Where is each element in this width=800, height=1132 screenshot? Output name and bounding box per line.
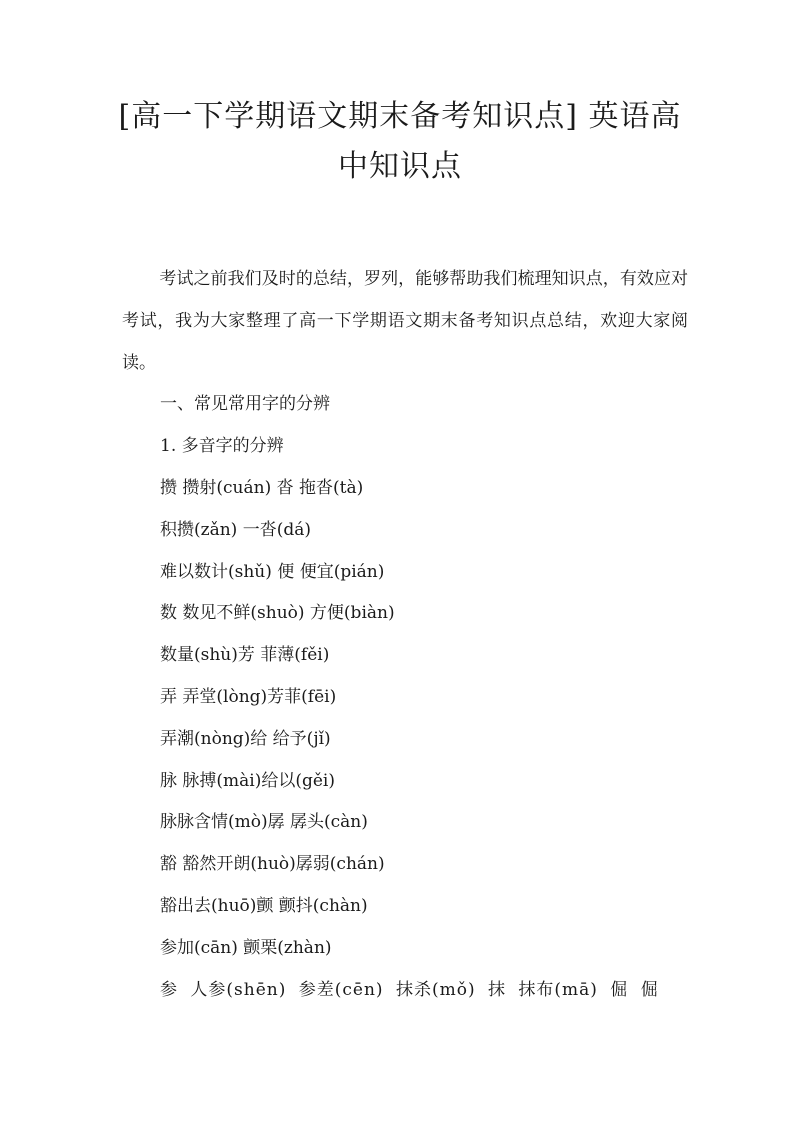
text-line: 弄 弄堂(lòng)芳菲(fēi): [160, 686, 337, 707]
text-line: 攒 攒射(cuán) 沓 拖沓(tà): [160, 477, 364, 498]
text-line: 参加(cān) 颤栗(zhàn): [160, 937, 332, 958]
document-title: [80, 92, 720, 192]
section-heading: 一、常见常用字的分辨: [160, 394, 330, 415]
text-line: 积攒(zǎn) 一沓(dá): [160, 519, 311, 540]
text-line: 豁 豁然开朗(huò)孱弱(chán): [160, 854, 385, 875]
text-line: 数 数见不鲜(shuò) 方便(biàn): [160, 603, 395, 624]
intro-paragraph: 考试之前我们及时的总结，罗列，能够帮助我们梳理知识点，有效应对考试，我为大家整理了高一下学期语文期末备考知识点总结，欢迎大家阅读。: [122, 269, 688, 373]
title-line-2: 中知识点: [338, 149, 462, 184]
title-line-1: [高一下学期语文期末备考知识点] 英语高: [118, 99, 682, 134]
document-body: [122, 259, 688, 1011]
text-line: 豁出去(huō)颤 颤抖(chàn): [160, 895, 368, 916]
text-line: 数量(shù)芳 菲薄(fěi): [160, 645, 330, 666]
text-line: 脉 脉搏(mài)给以(gěi): [160, 770, 336, 791]
text-line: 脉脉含情(mò)孱 孱头(càn): [160, 812, 368, 833]
text-line: 弄潮(nòng)给 给予(jǐ): [160, 728, 331, 749]
text-line: 难以数计(shǔ) 便 便宜(pián): [160, 561, 385, 582]
subsection-heading: 1. 多音字的分辨: [160, 436, 284, 457]
text-line: 参 人参(shēn) 参差(cēn) 抹杀(mǒ) 抹 抹布(mā) 倔 倔: [160, 979, 659, 1000]
